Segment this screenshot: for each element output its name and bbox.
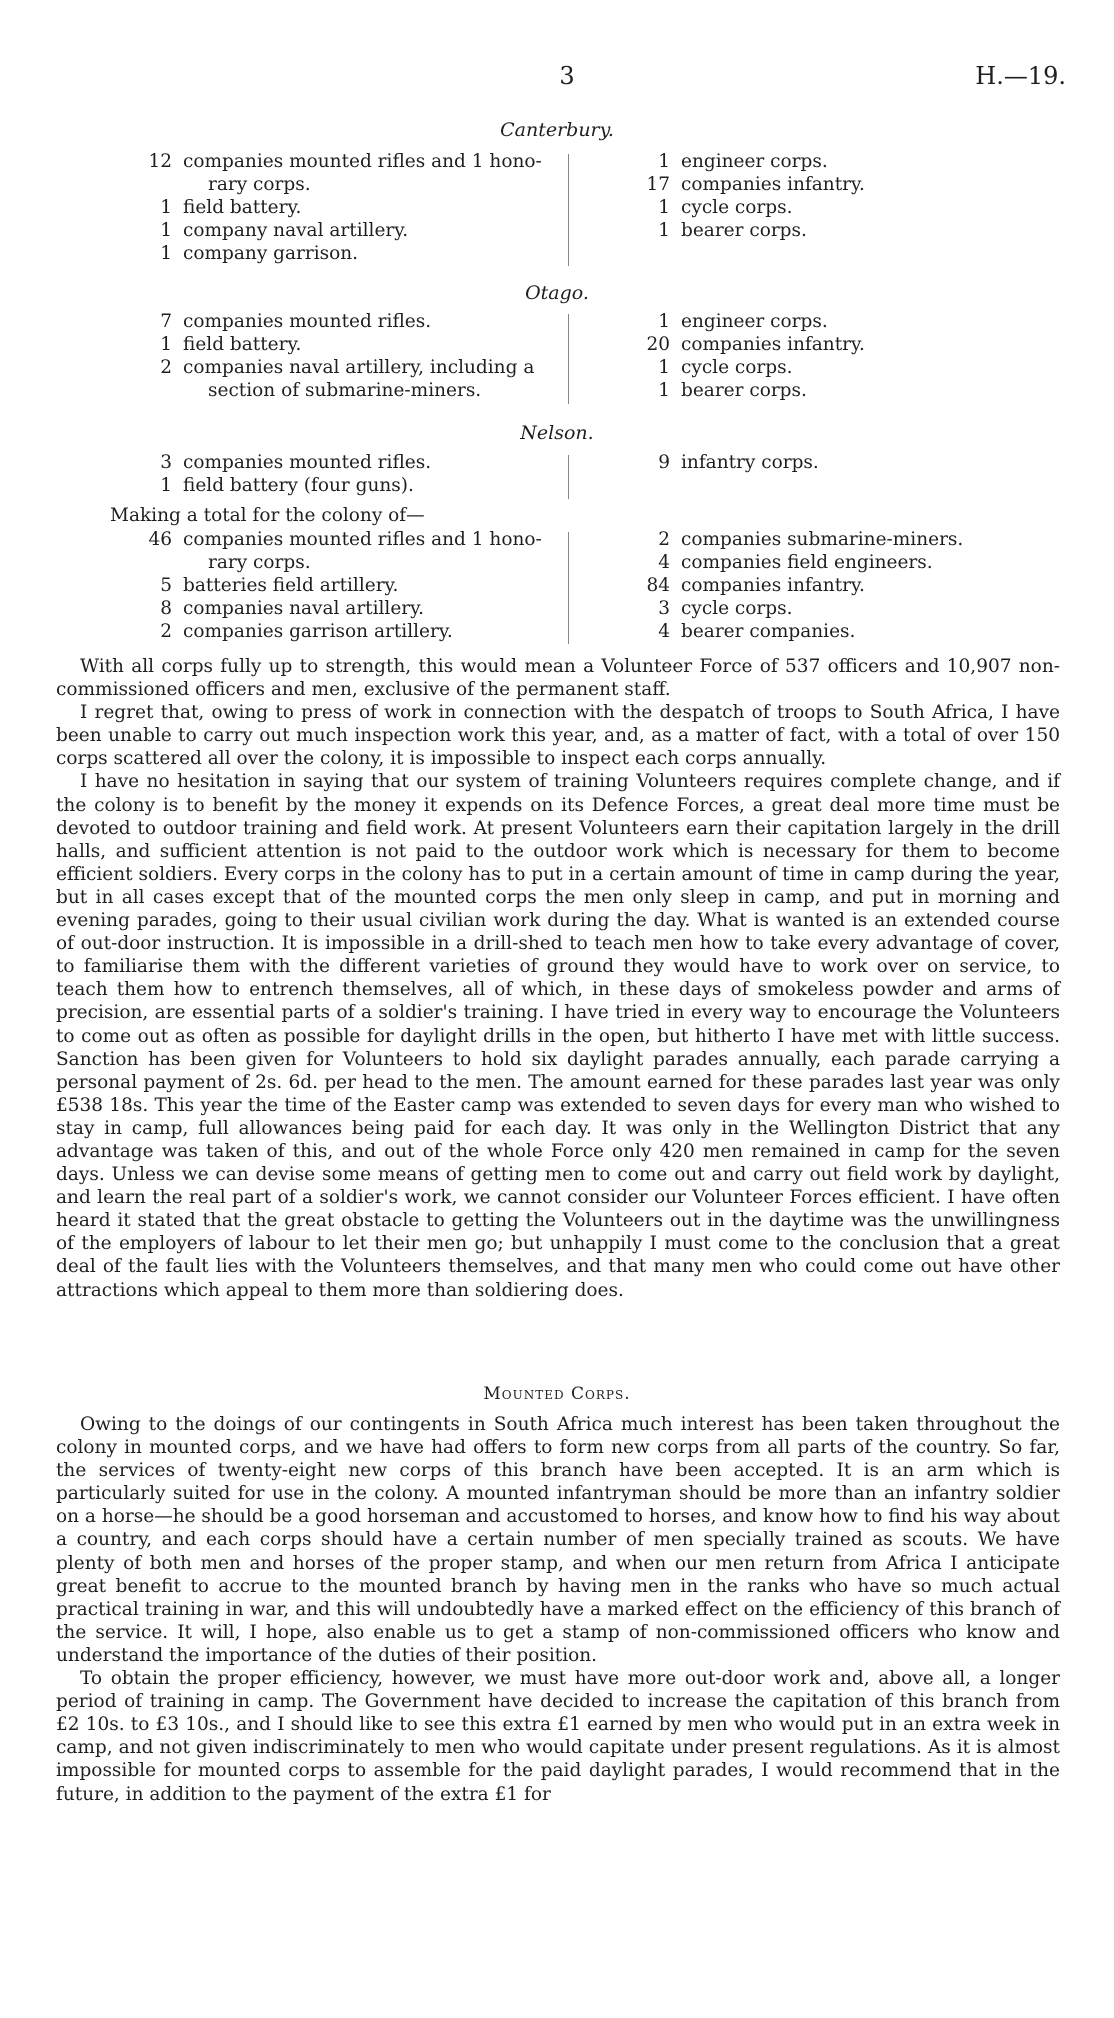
list-item: 9 infantry corps. bbox=[658, 452, 819, 473]
list-item: 20 companies infantry. bbox=[646, 334, 865, 355]
total-left-list bbox=[110, 528, 568, 643]
otago-left-list bbox=[110, 310, 568, 402]
paragraph: Owing to the doings of our contingents in South Africa much interest has been taken throughout the colony in mounted corps, and we have had offers to form new corps from all parts of the country. So far, the services of twenty-eight new corps of this branch have been accepted. It is an arm which is particularly suited for use in the colony. A mounted infantryman should be more than an infantry soldier on a horse—he should be a good horseman and accustomed to horses, and know how to find his way about a country, and each corps should have a certain number of men specially trained as scouts. We have plenty of both men and horses of the proper stamp, and when our men return from Africa I anticipate great benefit to accrue to the mounted branch by having men in the ranks who have so much actual practical training in war, and this will undoubtedly have a marked effect on the efficiency of this branch of the service. It will, I hope, also enable us to get a stamp of non-commissioned officers who know and understand the importance of the duties of their position. bbox=[56, 1414, 1060, 1666]
canterbury-left-list bbox=[110, 150, 568, 265]
list-item: 1 company garrison. bbox=[160, 243, 359, 264]
list-item: 4 bearer companies. bbox=[658, 621, 856, 642]
list-item: 2 companies naval artillery, including a bbox=[160, 357, 535, 378]
paragraph: To obtain the proper efficiency, however, we must have more out-door work and, above all, a longer period of training in camp. The Government have decided to increase the capitation of this branch from £2 10s. to £3 10s., and I should like to see this extra £1 earned by men who would put in an extra week in camp, and not given indiscriminately to men who would capitate under present regulations. As it is almost impossible for mounted corps to assemble for the paid daylight parades, I would recommend that in the future, in addition to the payment of the extra £1 for bbox=[56, 1668, 1060, 1805]
paragraph: With all corps fully up to strength, this would mean a Volunteer Force of 537 officers and 10,907 non-commissioned officers and men, exclusive of the permanent staff. bbox=[56, 656, 1060, 701]
paragraph: I regret that, owing to press of work in connection with the despatch of troops to South Africa, I have been unable to carry out much inspection work this year, and, as a matter of fact, with a total of over 150 corps scattered all over the colony, it is impossible to inspect each corps annually. bbox=[56, 702, 1060, 770]
page-number: 3 bbox=[559, 62, 575, 90]
region-title-canterbury: Canterbury. bbox=[500, 119, 614, 141]
list-item: 1 cycle corps. bbox=[658, 357, 793, 378]
list-item: 1 bearer corps. bbox=[658, 220, 807, 241]
column-divider bbox=[568, 314, 569, 404]
list-item-continuation: rary corps. bbox=[208, 174, 311, 195]
otago-right-list bbox=[640, 310, 1060, 402]
list-item: 1 cycle corps. bbox=[658, 197, 793, 218]
list-item: 1 company naval artillery. bbox=[160, 220, 409, 241]
nelson-left-list bbox=[110, 451, 568, 497]
list-item-continuation: section of submarine-miners. bbox=[208, 380, 482, 401]
list-item: 84 companies infantry. bbox=[646, 575, 865, 596]
list-item: 1 field battery. bbox=[160, 334, 302, 355]
list-item: 1 field battery. bbox=[160, 197, 302, 218]
list-item: 1 bearer corps. bbox=[658, 380, 807, 401]
list-item: 4 companies field engineers. bbox=[658, 552, 933, 573]
list-item-continuation: rary corps. bbox=[208, 552, 311, 573]
total-right-list bbox=[640, 528, 1060, 643]
total-intro: Making a total for the colony of— bbox=[110, 505, 425, 526]
paragraph: I have no hesitation in saying that our system of training Volunteers requires complete change, and if the colony is to benefit by the money it expends on its Defence Forces, a great deal more time must be devoted to outdoor training and field work. At present Volunteers earn their capitation largely in the drill halls, and sufficient attention is not paid to the outdoor work which is necessary for them to become efficient soldiers. Every corps in the colony has to put in a certain amount of time in camp during the year, but in all cases except that of the mounted corps the men only sleep in camp, and put in morning and evening parades, going to their usual civilian work during the day. What is wanted is an extended course of out-door instruction. It is impossible in a drill-shed to teach men how to take every advantage of cover, to familiarise them with the different varieties of ground they would have to work over on service, to teach them how to entrench themselves, all of which, in these days of smokeless powder and arms of precision, are essential parts of a soldier's training. I have tried in every way to encourage the Volunteers to come out as often as possible for daylight drills in the open, but hitherto I have met with little success. Sanction has been given for Volunteers to hold six daylight parades annually, each parade carrying a personal payment of 2s. 6d. per head to the men. The amount earned for these parades last year was only £538 18s. This year the time of the Easter camp was extended to seven days for every man who wished to stay in camp, full allowances being paid for each day. It was only in the Wellington District that any advantage was taken of this, and out of the whole Force only 420 men remained in camp for the seven days. Unless we can devise some means of getting men to come out and carry out field work by daylight, and learn the real part of a soldier's work, we cannot consider our Volunteer Forces efficient. I have often heard it stated that the great obstacle to getting the Volunteers out in the daytime was the unwillingness of the employers of labour to let their men go; but unhappily I must come to the conclusion that a great deal of the fault lies with the Volunteers themselves, and that many men who could come out have other attractions which appeal to them more than soldiering does. bbox=[56, 771, 1060, 1301]
list-item: 1 engineer corps. bbox=[658, 151, 828, 172]
list-item: 5 batteries field artillery. bbox=[160, 575, 399, 596]
body-text-main bbox=[56, 655, 1060, 1302]
list-item: 2 companies garrison artillery. bbox=[160, 621, 453, 642]
column-divider bbox=[568, 154, 569, 266]
region-title-otago: Otago. bbox=[525, 282, 589, 304]
body-text-mounted-corps bbox=[56, 1413, 1060, 1806]
list-item: 3 companies mounted rifles. bbox=[160, 452, 432, 473]
column-divider bbox=[568, 532, 569, 644]
section-heading: Mounted Corps. bbox=[483, 1384, 631, 1404]
canterbury-right-list bbox=[640, 150, 1060, 242]
list-item: 12 companies mounted rifles and 1 hono- bbox=[148, 151, 542, 172]
list-item: 7 companies mounted rifles. bbox=[160, 311, 432, 332]
page-header bbox=[0, 62, 1114, 96]
list-item: 46 companies mounted rifles and 1 hono- bbox=[148, 529, 542, 550]
list-item: 3 cycle corps. bbox=[658, 598, 793, 619]
region-title-nelson: Nelson. bbox=[520, 422, 594, 444]
list-item: 2 companies submarine-miners. bbox=[658, 529, 964, 550]
list-item: 17 companies infantry. bbox=[646, 174, 865, 195]
list-item: 1 field battery (four guns). bbox=[160, 475, 414, 496]
list-item: 8 companies naval artillery. bbox=[160, 598, 425, 619]
column-divider bbox=[568, 455, 569, 499]
document-reference: H.—19. bbox=[975, 62, 1066, 90]
list-item: 1 engineer corps. bbox=[658, 311, 828, 332]
nelson-right-list bbox=[640, 451, 1060, 474]
